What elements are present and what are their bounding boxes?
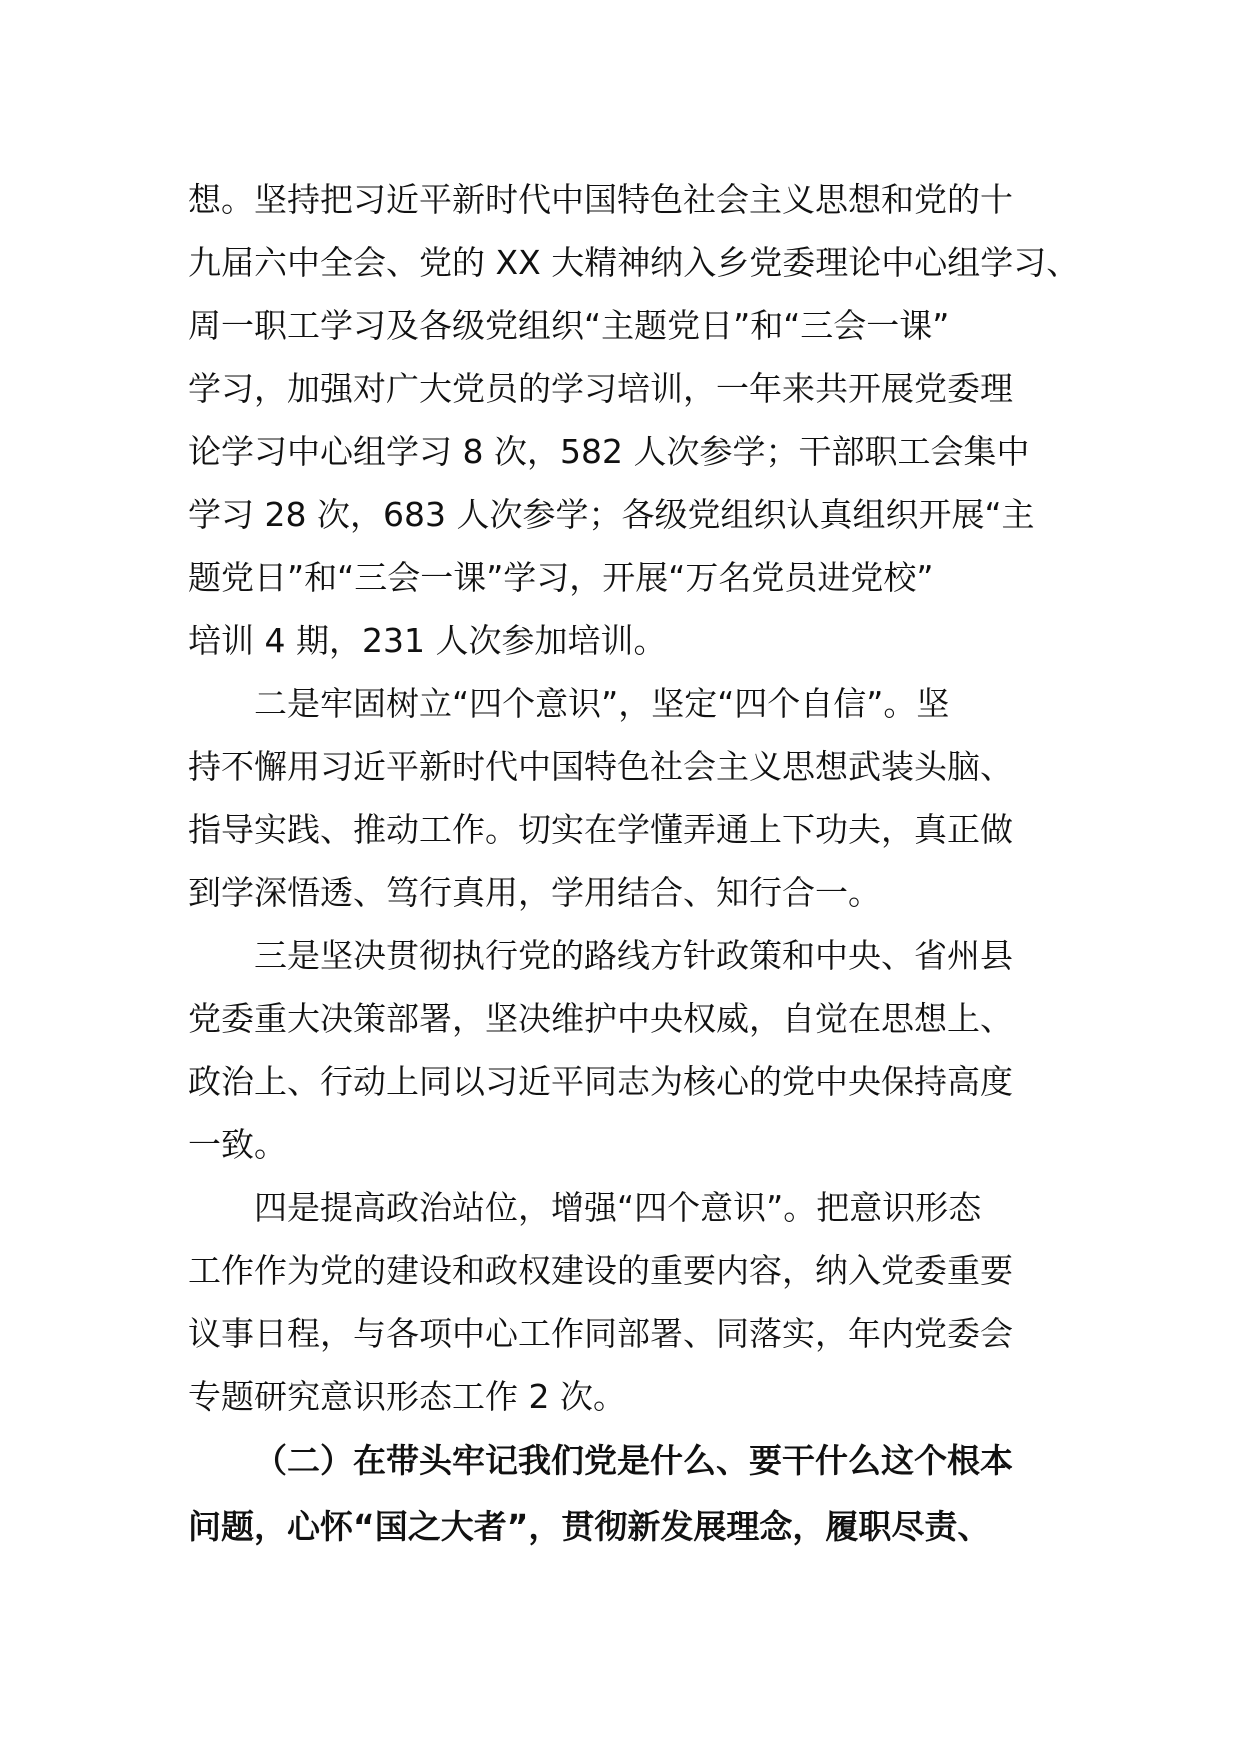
text-line: 一致。 — [188, 1125, 287, 1164]
text-line: 培训 4 期，231 人次参加培训。 — [188, 621, 667, 660]
text-line: 题党日”和“三会一课”学习，开展“万名党员进党校” — [188, 558, 934, 597]
text-line: 政治上、行动上同以习近平同志为核心的党中央保持高度 — [188, 1062, 1013, 1101]
text-line: 议事日程，与各项中心工作同部署、同落实，年内党委会 — [188, 1314, 1013, 1353]
text-line: 论学习中心组学习 8 次，582 人次参学；干部职工会集中 — [188, 432, 1030, 471]
text-line: 九届六中全会、党的 XX 大精神纳入乡党委理论中心组学习、 — [188, 243, 1080, 282]
text-line: 专题研究意识形态工作 2 次。 — [188, 1377, 626, 1416]
text-line: 学习 28 次，683 人次参学；各级党组织认真组织开展“主 — [188, 495, 1035, 534]
text-line: 指导实践、推动工作。切实在学懂弄通上下功夫，真正做 — [188, 810, 1013, 849]
text-line: 到学深悟透、笃行真用，学用结合、知行合一。 — [188, 873, 881, 912]
text-line: 持不懈用习近平新时代中国特色社会主义思想武装头脑、 — [188, 747, 1013, 786]
paragraph-start-line: 二是牢固树立“四个意识”，坚定“四个自信”。坚 — [254, 684, 950, 723]
section-heading-line: （二）在带头牢记我们党是什么、要干什么这个根本 — [254, 1441, 1013, 1480]
text-line: 周一职工学习及各级党组织“主题党日”和“三会一课” — [188, 306, 950, 345]
section-heading-line: 问题，心怀“国之大者”，贯彻新发展理念，履职尽责、 — [188, 1507, 991, 1546]
paragraph-start-line: 三是坚决贯彻执行党的路线方针政策和中央、省州县 — [254, 936, 1013, 975]
text-line: 想。坚持把习近平新时代中国特色社会主义思想和党的十 — [188, 180, 1013, 219]
text-line: 工作作为党的建设和政权建设的重要内容，纳入党委重要 — [188, 1251, 1013, 1290]
paragraph-start-line: 四是提高政治站位，增强“四个意识”。把意识形态 — [254, 1188, 982, 1227]
text-line: 学习，加强对广大党员的学习培训，一年来共开展党委理 — [188, 369, 1013, 408]
document-body — [188, 168, 1080, 1560]
text-line: 党委重大决策部署，坚决维护中央权威，自觉在思想上、 — [188, 999, 1013, 1038]
